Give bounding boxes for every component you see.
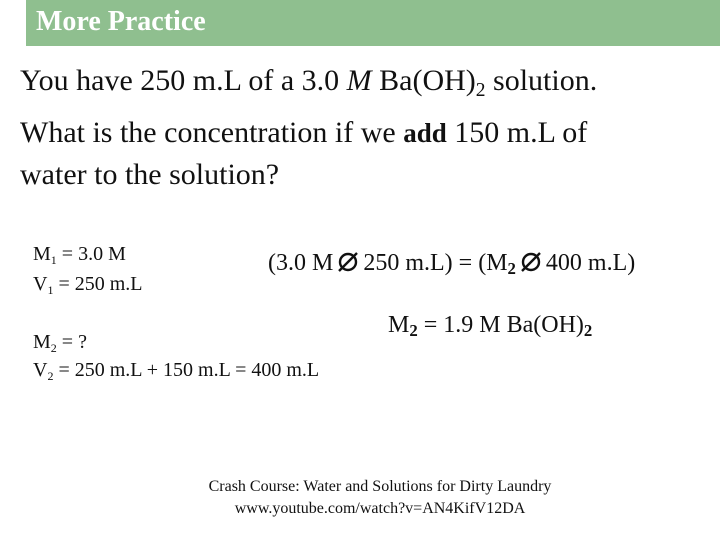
video-credit <box>0 476 720 520</box>
variable-label: M <box>33 243 51 265</box>
variable-label: M <box>33 331 51 353</box>
variable-label: V <box>33 359 48 381</box>
equation-middle: 250 m.L) = (M <box>363 250 508 276</box>
subscript: 2 <box>583 321 593 341</box>
question-text-segment: 150 m.L of <box>446 115 588 149</box>
emphasis-word: add <box>403 117 447 148</box>
variable-value: = 3.0 M <box>56 243 126 265</box>
question-line-3: water to the solution? <box>20 157 280 191</box>
given-v2 <box>33 356 319 390</box>
title-bar <box>26 0 720 46</box>
multiply-icon <box>337 251 359 273</box>
result-label: M <box>388 312 410 338</box>
given-v1 <box>33 270 143 304</box>
subscript: 2 <box>47 369 54 384</box>
question-text-segment: What is the concentration if we <box>20 115 404 149</box>
multiply-icon <box>520 251 542 273</box>
equation-right: 400 m.L) <box>545 250 636 276</box>
slide-title: More Practice <box>36 6 206 37</box>
subscript: 1 <box>47 283 54 298</box>
molar-symbol: M <box>346 64 372 97</box>
credit-url[interactable]: www.youtube.com/watch?v=AN4KifV12DA <box>234 500 526 517</box>
question-line-1 <box>20 60 710 112</box>
result-value: = 1.9 M Ba(OH) <box>417 312 584 338</box>
question-text-segment: You have 250 m.L of a 3.0 <box>20 64 347 97</box>
result-equation <box>388 312 592 341</box>
credit-title: Crash Course: Water and Solutions for Dirty Laundry <box>208 478 552 495</box>
question-text-segment: Ba(OH) <box>371 64 476 97</box>
question-text <box>20 60 710 196</box>
subscript: 2 <box>507 259 516 279</box>
variable-value: = 250 m.L <box>53 273 143 295</box>
variable-value: = ? <box>56 331 87 353</box>
variable-value: = 250 m.L + 150 m.L = 400 m.L <box>53 359 320 381</box>
question-line-2 <box>20 112 710 154</box>
subscript: 2 <box>50 341 57 356</box>
subscript: 1 <box>50 253 57 268</box>
variable-label: V <box>33 273 48 295</box>
subscript: 2 <box>409 321 418 341</box>
dilution-equation <box>268 250 635 279</box>
equation-left: (3.0 M <box>268 250 334 276</box>
subscript: 2 <box>475 79 486 101</box>
question-text-segment: solution. <box>485 64 598 97</box>
